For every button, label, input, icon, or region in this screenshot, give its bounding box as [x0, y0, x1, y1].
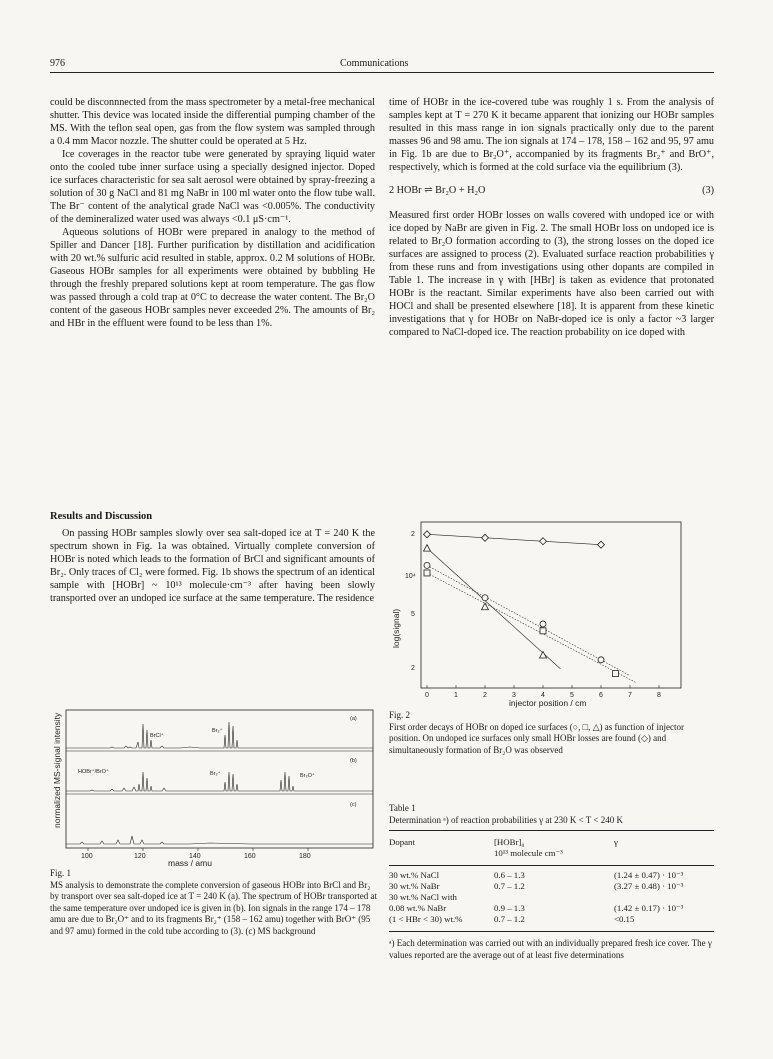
x-tick-label: 0 [425, 692, 429, 699]
data-marks [424, 531, 636, 683]
peak-label-brcl: BrCl⁺ [150, 733, 164, 739]
panel-label: (b) [350, 758, 357, 764]
table-cell: <0.15 [614, 914, 635, 924]
data-point-diamond [540, 538, 547, 545]
x-tick-label: 6 [599, 692, 603, 699]
table-cell: 0.7 – 1.2 [494, 881, 525, 891]
x-tick-label: 7 [628, 692, 632, 699]
paragraph: Aqueous solutions of HOBr were prepared in analogy to the method of Spiller and Dancer [18]. Further purification by distillation and acidification with 20 wt.% sulfuric acid resulted in stable, approx. 0.2 M solutions of HOBr. Gaseous HOBr samples for all experiments were obtained by bubbling He through the freshly prepared solutions kept at room temperature. The gas flow was passed through a cold trap at 0°C to decrease the water content. The Br₂O content of the gaseous HOBr samples never exceeded 2%. The amounts of Br₂ and HBr in the effluent were found to be less than 1%. [50, 227, 375, 329]
header-cell-line: 10¹³ molecule cm⁻³ [494, 848, 563, 858]
x-tick-label: 140 [189, 853, 201, 860]
data-point-circle [482, 595, 488, 601]
table-title: Table 1 [389, 803, 416, 813]
figure-2-caption [389, 710, 714, 756]
equation [389, 184, 714, 197]
y-tick-label: 10⁴ [405, 573, 416, 580]
data-point-triangle [424, 545, 431, 552]
header-cell [494, 837, 614, 859]
table-cell: 0.9 – 1.3 [494, 903, 525, 913]
figure-2-chart [389, 520, 714, 710]
spectrum-c [66, 836, 373, 844]
table-1 [389, 803, 714, 961]
x-axis-ticks [425, 685, 661, 699]
table-row [389, 881, 714, 892]
equation-number: (3) [702, 185, 714, 196]
data-point-circle [540, 621, 546, 627]
x-axis-label: mass / amu [168, 858, 212, 867]
panel-label: (a) [350, 716, 357, 722]
header-cell: Dopant [389, 837, 415, 847]
table-subtitle: Determination ᵃ) of reaction probabilities γ at 230 K < T < 240 K [389, 814, 623, 825]
table-cell: (1.42 ± 0.17) · 10⁻³ [614, 903, 684, 913]
plot-frame [421, 522, 681, 688]
results-table-body [389, 870, 714, 925]
table-cell: 0.08 wt.% NaBr [389, 903, 447, 913]
table-row [389, 870, 714, 881]
table-rule [389, 865, 714, 866]
y-tick-label: 2 [411, 665, 415, 672]
data-point-diamond [482, 534, 489, 541]
table-cell: 0.6 – 1.3 [494, 870, 525, 880]
page-number: 976 [50, 58, 65, 69]
section-heading: Results and Discussion [50, 511, 153, 522]
panel-label: (c) [350, 802, 357, 808]
table-rule [389, 931, 714, 932]
table-cell: 30 wt.% NaCl [389, 870, 440, 880]
header-cell-line: [HOBr]₀ [494, 837, 525, 847]
caption-text: MS analysis to demonstrate the complete conversion of gaseous HOBr into BrCl and Br₂ by transport over sea salt-doped ice at T = 240 K (a). The spectrum of HOBr transported at the same temperature over undoped ice is given in (b). Ion signals in the range 174 – 178 amu are due to Br₂O⁺ and to its fragments Br₂⁺ (158 – 162 amu) together with BrO⁺ (95 and 97 amu) formed in the cold tube according to (3). (c) MS background [50, 879, 377, 936]
figure-1-caption [50, 868, 378, 937]
data-point-triangle [540, 651, 547, 658]
figure-1-spectra [50, 702, 378, 867]
results-section [50, 510, 375, 605]
table-rule [389, 830, 714, 831]
x-tick-label: 4 [541, 692, 545, 699]
results-table [389, 837, 714, 859]
y-axis-ticks [405, 531, 416, 672]
table-cell [614, 892, 714, 903]
x-tick-label: 3 [512, 692, 516, 699]
table-row [389, 903, 714, 914]
y-axis-label: normalized MS-signal intensity [52, 712, 62, 828]
table-row [389, 914, 714, 925]
fit-line-triangle [427, 548, 560, 669]
peak-label-br2: Br₂⁺ [210, 771, 221, 777]
peak-label-br2o: Br₂O⁺ [300, 773, 315, 779]
paragraph: time of HOBr in the ice-covered tube was roughly 1 s. From the analysis of samples kept at T = 270 K it became apparent that ionizing our HOBr samples resulted in this mass range in ion signals practically only due to the parent masses 96 and 98 amu. The ion signals at 174 – 178, 158 – 162 and 95, 97 amu in Fig. 1b are due to Br₂O⁺, accompanied by its fragments Br₂⁺ and BrO⁺, respectively, which is formed at the cold surface via the equilibrium (3). [389, 97, 714, 173]
table-header-row [389, 837, 714, 859]
data-point-square [424, 570, 430, 576]
table-cell: 30 wt.% NaCl with [389, 892, 457, 902]
paragraph: could be disconnnected from the mass spectrometer by a metal-free mechanical shutter. This device was located inside the differential pumping chamber of the MS. With the teflon seal open, gas from the flow system was sampled through a 0.4 mm Macor nozzle. The shutter could be operated at 5 Hz. [50, 97, 375, 147]
fit-line-square [427, 573, 636, 683]
table-cell [494, 892, 614, 903]
table-row [389, 892, 714, 903]
peak-label-br2: Br₂⁺ [212, 728, 223, 734]
paragraph: On passing HOBr samples slowly over sea salt-doped ice at T = 240 K the spectrum shown in Fig. 1a was obtained. Virtually complete conversion of HOBr is noted which leads to the formation of BrCl and significant amounts of Br₂. Only traces of Cl₂ were formed. Fig. 1b shows the spectrum of an identical sample with [HOBr] ~ 10¹³ molecule·cm⁻³ after having been slowly transported over an undoped ice surface at the same temperature. The residence [50, 528, 375, 604]
peak-label-hobr: HOBr⁺/BrO⁺ [78, 769, 109, 775]
x-tick-label: 8 [657, 692, 661, 699]
data-point-square [613, 671, 619, 677]
caption-text: First order decays of HOBr on doped ice surfaces (○, □, △) as function of injector position. On undoped ice surfaces only small HOBr losses are found (◇) and simultaneously formation of Br₂O was observed [389, 721, 684, 755]
fit-line-undoped [427, 534, 601, 544]
equation-body: 2 HOBr ⇌ Br₂O + H₂O [389, 185, 486, 196]
table-cell: (1 < HBr < 30) wt.% [389, 914, 463, 924]
table-cell: 0.7 – 1.2 [494, 914, 525, 924]
x-axis-label: injector position / cm [509, 698, 587, 708]
table-cell: (1.24 ± 0.47) · 10⁻³ [614, 870, 684, 880]
spectrum-a [66, 722, 373, 748]
x-tick-label: 180 [299, 853, 311, 860]
caption-title: Fig. 1 [50, 868, 72, 878]
caption-title: Fig. 2 [389, 710, 411, 720]
paragraph: Measured first order HOBr losses on walls covered with undoped ice or with ice doped by NaBr are given in Fig. 2. The small HOBr loss on undoped ice is related to Br₂O formation according to (3), the strong losses on the doped ice surfaces are assigned to process (2). Evaluated surface reaction probabilities γ from these runs and from investigations using other dopants are compiled in Table 1. The increase in γ with [HBr] is taken as evidence that protonated HOBr is the reactant. Similar experiments have also been carried out with HOCl and shall be presented elsewhere [18]. It is apparent from these kinetic investigations that γ for HOBr on NaBr-doped ice is only a factor ~3 larger compared to NaCl-doped ice. The reaction probability on ice doped with [389, 210, 714, 338]
table-footnote: ᵃ) Each determination was carried out with an individually prepared fresh ice cover. The γ values reported are the average out of at least five determinations [389, 938, 712, 960]
y-tick-label: 2 [411, 531, 415, 538]
header-rule [50, 72, 714, 73]
header-cell: γ [614, 837, 618, 847]
data-point-diamond [598, 541, 605, 548]
data-point-diamond [424, 531, 431, 538]
x-tick-label: 5 [570, 692, 574, 699]
table-cell: (3.27 ± 0.48) · 10⁻³ [614, 881, 684, 891]
y-axis-label: log(signal) [391, 608, 401, 648]
right-column-text [389, 96, 714, 339]
data-point-triangle [482, 603, 489, 610]
data-point-circle [598, 657, 604, 663]
x-tick-label: 100 [81, 853, 93, 860]
paragraph: Ice coverages in the reactor tube were generated by spraying liquid water onto the cooled tube inner surface using a specially designed injector. Doped ice surfaces characteristic for sea salt aerosol were obtained by spray-freezing a solution of 30 g NaCl and 81 mg NaBr in 100 ml water onto the flow tube wall. The Br⁻ content of the analytical grade NaCl was <0.005%. The conductivity of the demineralized water used was always <0.1 μS·cm⁻¹. [50, 149, 375, 225]
table-cell: 30 wt.% NaBr [389, 881, 440, 891]
y-tick-label: 5 [411, 611, 415, 618]
x-tick-label: 2 [483, 692, 487, 699]
left-column-text [50, 96, 375, 330]
data-point-circle [424, 562, 430, 568]
x-tick-label: 160 [244, 853, 256, 860]
running-header: Communications [340, 58, 409, 69]
x-tick-label: 1 [454, 692, 458, 699]
x-tick-label: 120 [134, 853, 146, 860]
data-point-square [540, 628, 546, 634]
